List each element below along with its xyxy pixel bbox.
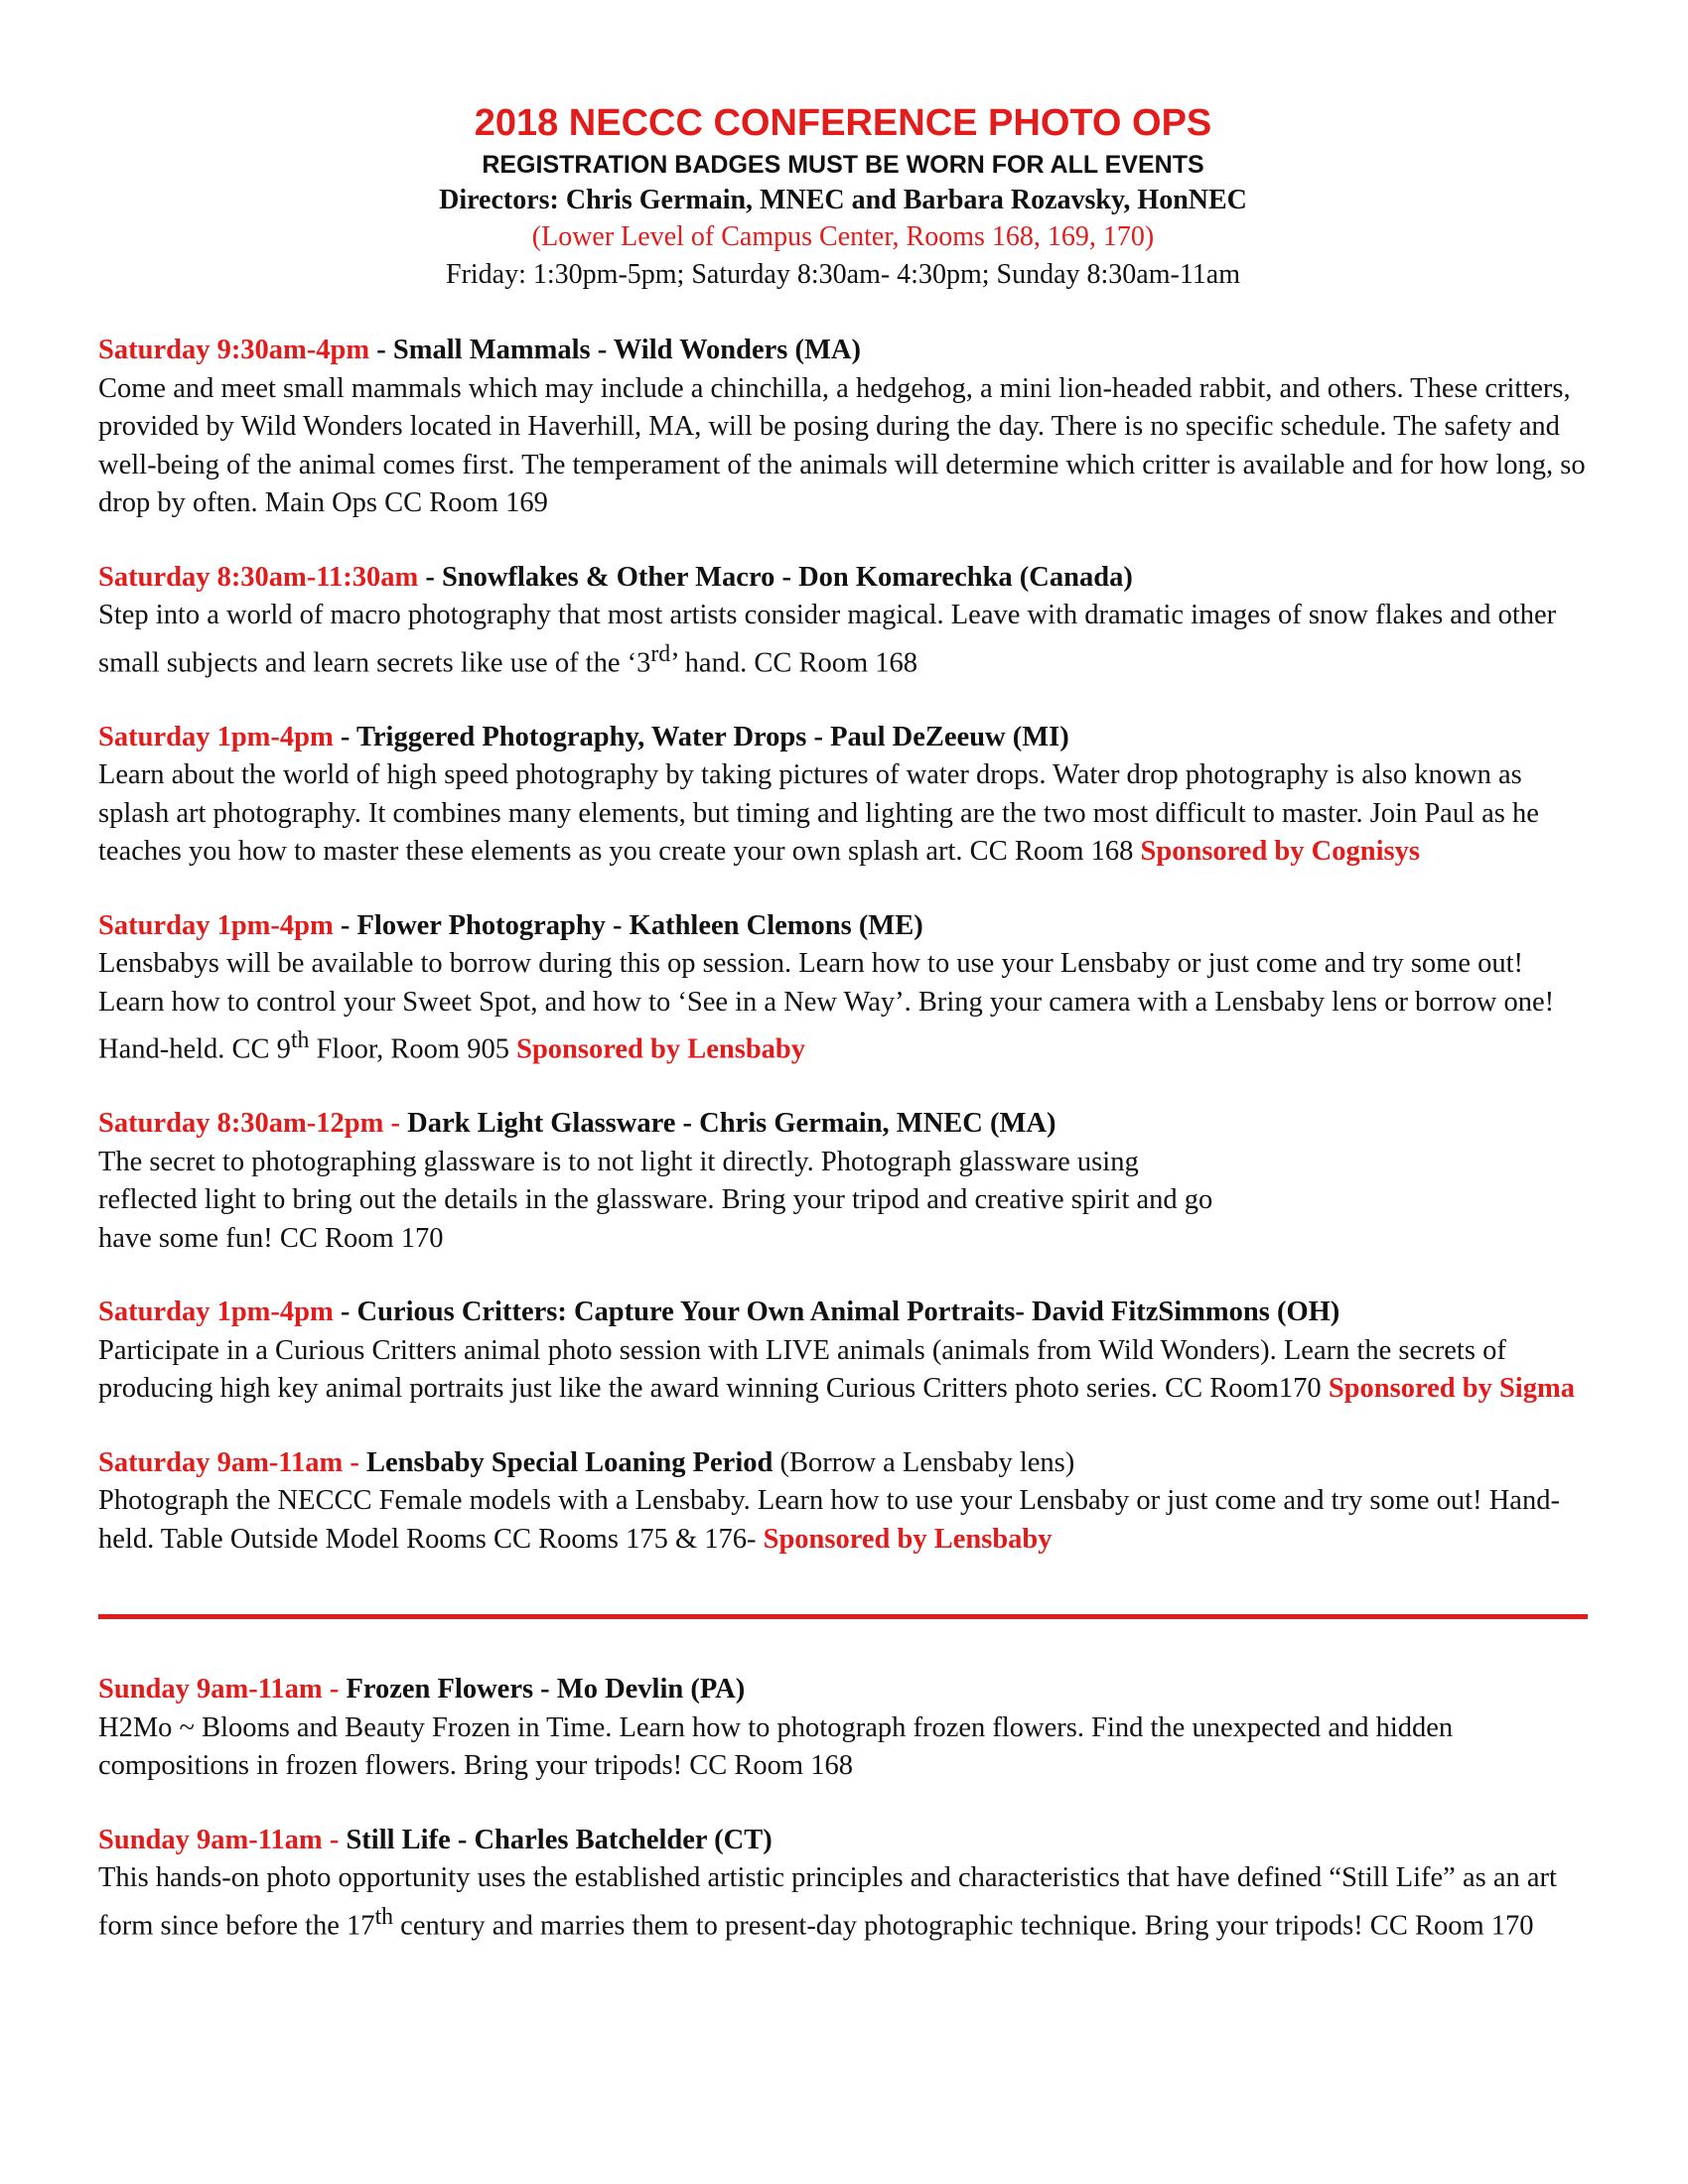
event-separator: - [333, 721, 356, 752]
description-text: Step into a world of macro photography that most artists consider magical. Leave with dramatic images of snow flakes and other small subjects and learn secrets like use of the ‘3 [98, 600, 1557, 678]
description-text: Learn about the world of high speed photography by taking pictures of water drops. Water drop photography is also known as splash art photography. It combines many elements, but timing and lighting are the two most difficult to master. Join Paul as he teaches you how to master these elements as you create your own splash art. CC Room 168 [98, 759, 1539, 867]
event-time: Saturday 1pm-4pm [98, 721, 334, 752]
event-separator: - [333, 1297, 357, 1327]
event-time: Saturday 8:30am-12pm [98, 1108, 384, 1139]
sponsor-label: Sponsored by Lensbaby [763, 1523, 1053, 1555]
directors-line: Directors: Chris Germain, MNEC and Barbara Rozavsky, HonNEC [439, 185, 1247, 215]
event-description: Come and meet small mammals which may include a chinchilla, a hedgehog, a mini lion-headed rabbit, and others. These critters, provided by Wild Wonders located in Haverhill, MA, will be posing during the day. There is no specific schedule. The safety and well-being of the animal comes first. The temperament of the animals will determine which critter is available and for how long, so drop by often. Main Ops CC Room 169 [98, 372, 1586, 518]
event-title: Flower Photography - Kathleen Clemons (ME) [356, 909, 923, 941]
event-description [98, 945, 1588, 1069]
event-small-mammals [98, 332, 1588, 523]
event-title: Still Life - Charles Batchelder (CT) [346, 1824, 773, 1855]
event-title: Small Mammals - Wild Wonders (MA) [392, 335, 861, 365]
event-heading [98, 1822, 1588, 1860]
event-description [98, 756, 1588, 872]
event-separator: - [343, 1446, 366, 1478]
event-description [98, 1859, 1588, 1946]
badge-notice: REGISTRATION BADGES MUST BE WORN FOR ALL EVENTS [482, 151, 1204, 179]
section-divider [98, 1614, 1588, 1619]
event-frozen-flowers [98, 1671, 1588, 1786]
event-description: The secret to photographing glassware is to not light it directly. Photograph glassware using reflected light to bring out the details in the glassware. Bring your tripod and creative spirit and go have some fun! CC Room 170 [98, 1146, 1213, 1254]
event-title: Snowflakes & Other Macro - Don Komarechka (Canada) [441, 561, 1133, 593]
event-title: Triggered Photography, Water Drops - Paul DeZeeuw (MI) [355, 721, 1069, 752]
event-heading [98, 332, 1588, 370]
event-time: Sunday 9am-11am [98, 1674, 323, 1705]
location-line: (Lower Level of Campus Center, Rooms 168, 169, 170) [531, 221, 1155, 252]
event-water-drops [98, 719, 1588, 872]
event-flower-photography [98, 907, 1588, 1070]
event-separator: - [418, 561, 442, 593]
event-description [98, 1332, 1588, 1409]
event-time: Saturday 1pm-4pm [98, 909, 334, 941]
sponsor-label: Sponsored by Sigma [1328, 1373, 1575, 1404]
event-heading [98, 907, 1588, 946]
event-still-life [98, 1822, 1588, 1946]
superscript: th [374, 1903, 394, 1930]
event-time: Saturday 9:30am-4pm [98, 335, 370, 365]
event-dark-light-glassware [98, 1105, 1588, 1258]
event-title: Frozen Flowers - Mo Devlin (PA) [346, 1674, 746, 1705]
event-time: Saturday 8:30am-11:30am [98, 561, 419, 593]
event-separator: - [383, 1108, 408, 1139]
event-time: Saturday 9am-11am [98, 1446, 344, 1478]
event-time: Sunday 9am-11am [98, 1824, 323, 1855]
event-title: Curious Critters: Capture Your Own Animal Portraits- David FitzSimmons (OH) [356, 1297, 1340, 1327]
event-heading [98, 559, 1588, 598]
event-description [98, 1482, 1588, 1559]
description-text: Lensbabys will be available to borrow during this op session. Learn how to use your Lensbaby or just come and try some out! Learn how to control your Sweet Spot, and how to ‘See in a New Way’. Bring your camera with a Lensbaby lens or borrow one! Hand-held. CC 9 [98, 948, 1555, 1065]
event-title: Dark Light Glassware - Chris Germain, MNEC (MA) [407, 1108, 1056, 1139]
description-text: Floor, Room 905 [309, 1033, 517, 1065]
description-text: This hands-on photo opportunity uses the established artistic principles and characteristics that have defined “Still Life” as an art form since before the 17 [98, 1862, 1557, 1941]
event-separator: - [369, 335, 393, 365]
description-text: Participate in a Curious Critters animal photo session with LIVE animals (animals from Wild Wonders). Learn the secrets of producing high key animal portraits just like the award winning Curious Critters photo series. CC Room170 [98, 1334, 1506, 1404]
event-description [98, 597, 1588, 683]
event-heading [98, 1444, 1588, 1483]
event-title-note: (Borrow a Lensbaby lens) [773, 1446, 1075, 1478]
event-snowflakes-macro [98, 559, 1588, 683]
event-time: Saturday 1pm-4pm [98, 1297, 334, 1327]
event-title: Lensbaby Special Loaning Period [365, 1446, 774, 1478]
description-text: ’ hand. CC Room 168 [670, 647, 918, 678]
description-text: century and marries them to present-day photographic technique. Bring your tripods! CC Room 170 [393, 1910, 1534, 1941]
superscript: th [290, 1027, 310, 1053]
event-curious-critters [98, 1294, 1588, 1409]
superscript: rd [650, 640, 671, 667]
event-heading [98, 719, 1588, 757]
event-description: H2Mo ~ Blooms and Beauty Frozen in Time. Learn how to photograph frozen flowers. Find the unexpected and hidden compositions in frozen flowers. Bring your tripods! CC Room 168 [98, 1711, 1454, 1781]
document-header [98, 99, 1588, 294]
event-heading [98, 1671, 1588, 1709]
document-page [98, 99, 1588, 1981]
sunday-events [98, 1671, 1588, 1946]
description-text: Photograph the NECCC Female models with a Lensbaby. Learn how to use your Lensbaby or just come and try some out! Hand-held. Table Outside Model Rooms CC Rooms 175 & 176- [98, 1485, 1560, 1555]
event-separator: - [333, 909, 357, 941]
event-lensbaby-loaning [98, 1444, 1588, 1560]
page-title: 2018 NECCC CONFERENCE PHOTO OPS [474, 102, 1212, 144]
event-heading [98, 1294, 1588, 1332]
sponsor-label: Sponsored by Lensbaby [516, 1033, 806, 1065]
event-separator: - [322, 1674, 347, 1705]
saturday-events [98, 332, 1588, 1559]
sponsor-label: Sponsored by Cognisys [1140, 836, 1420, 867]
hours-line: Friday: 1:30pm-5pm; Saturday 8:30am- 4:30pm; Sunday 8:30am-11am [446, 259, 1240, 290]
event-separator: - [322, 1824, 347, 1855]
event-heading [98, 1105, 1588, 1144]
